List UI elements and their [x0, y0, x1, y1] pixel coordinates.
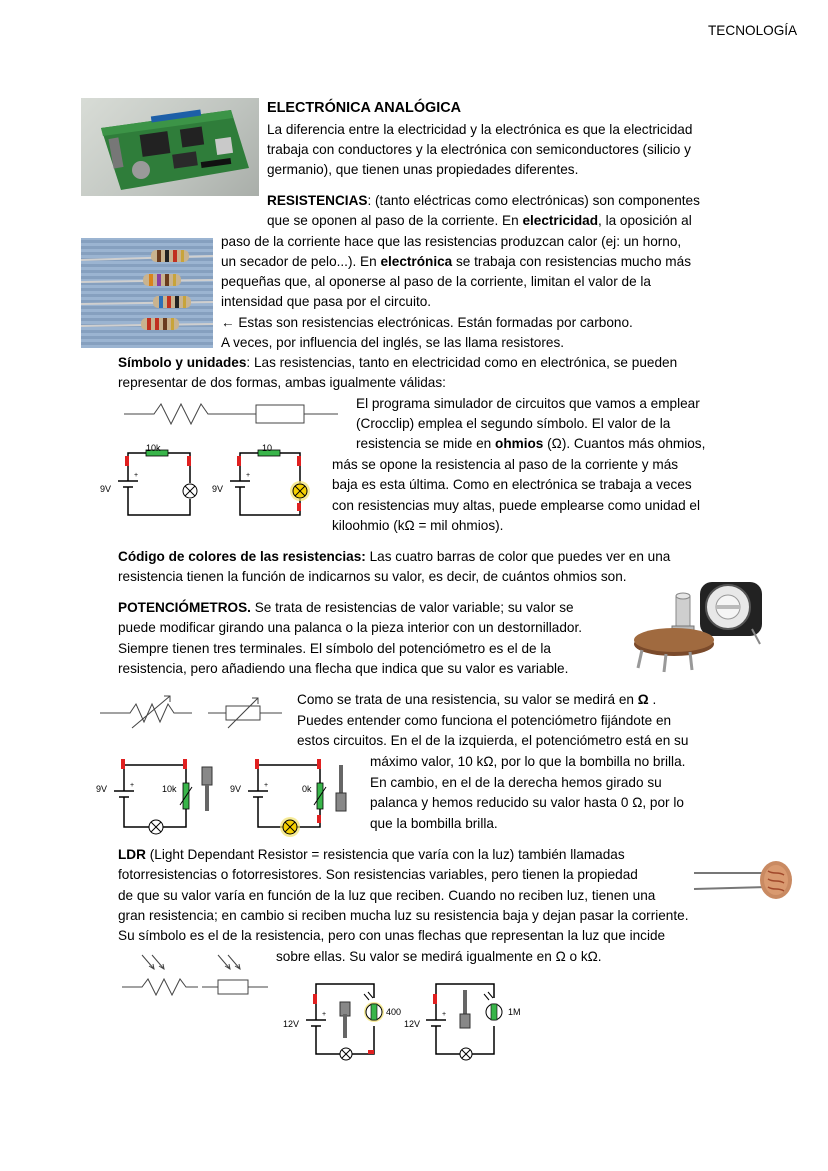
ldr-line-1: LDR (Light Dependant Resistor = resistencia que varía con la luz) también llamadas — [118, 847, 625, 862]
section-title: ELECTRÓNICA ANALÓGICA — [267, 100, 461, 116]
ldr-circuit-1 — [284, 980, 404, 1066]
pot-circuit-2-voltage: 9V — [230, 784, 242, 794]
simbolo-line-2: representar de dos formas, ambas igualmente válidas: — [118, 375, 446, 390]
ldr-circuit-2-value: 1M — [508, 1007, 521, 1017]
pot-circuit-1-voltage: 9V — [96, 784, 108, 794]
pot-line-11: que la bombilla brilla. — [370, 816, 498, 831]
ldr-line-5: Su símbolo es el de la resistencia, pero con unas flechas que representan la luz que incide — [118, 928, 666, 943]
ldr-circuit-2 — [404, 980, 524, 1066]
ldr-line-2: fotorresistencias o fotorresistores. Son resistencias variables, pero tienen la propiedad — [118, 867, 638, 882]
simbolo-line-5: resistencia se mide en ohmios (Ω). Cuantos más ohmios, — [356, 436, 706, 451]
intro-line-2: trabaja con conductores y la electrónica con semiconductores (silicio y — [267, 142, 691, 157]
ldr-circuit-2-voltage: 12V — [404, 1019, 421, 1029]
resistencias-line-1: RESISTENCIAS: (tanto eléctricas como electrónicas) son componentes — [267, 193, 700, 208]
svg-text:+: + — [442, 1011, 447, 1018]
pot-line-5: Como se trata de una resistencia, su valor se medirá en Ω . — [297, 692, 657, 707]
circuit-1-resistor-value: 10k — [146, 443, 161, 453]
resistencias-line-4: un secador de pelo...). En electrónica se trabaja con resistencias mucho más — [221, 254, 691, 269]
ldr-line-3: de que su valor varía en función de la luz que reciben. Cuando no reciben luz, tienen una — [118, 888, 656, 903]
resistor-symbols — [124, 400, 344, 430]
circuit-board-photo — [81, 98, 259, 196]
ldr-line-4: gran resistencia; en cambio si reciben mucha luz su resistencia baja y dejan pasar la corriente. — [118, 908, 689, 923]
pot-line-8: máximo valor, 10 kΩ, por lo que la bombilla no brilla. — [370, 754, 686, 769]
resistors-photo — [81, 238, 213, 348]
pot-line-1: POTENCIÓMETROS. Se trata de resistencias de valor variable; su valor se — [118, 600, 574, 615]
svg-text:+: + — [264, 782, 269, 789]
pot-line-10: palanca y hemos reducido su valor hasta 0 Ω, por lo — [370, 795, 684, 810]
resistor-circuit-1 — [98, 443, 208, 521]
potentiometer-symbols — [100, 692, 290, 732]
ldr-photo — [694, 853, 804, 903]
simbolo-line-8: con resistencias muy altas, puede emplearse como unidad el — [332, 498, 700, 513]
pot-line-4: resistencia, pero añadiendo una flecha que indica que su valor es variable. — [118, 661, 569, 676]
simbolo-line-4: (Crocclip) emplea el segundo símbolo. El valor de la — [356, 416, 671, 431]
simbolo-line-7: baja es esta última. Como en electrónica se trabaja a veces — [332, 477, 692, 492]
pot-line-2: puede modificar girando una palanca o la pieza interior con un destornillador. — [118, 620, 582, 635]
ldr-circuit-1-value: 400 — [386, 1007, 402, 1017]
svg-text:+: + — [246, 472, 251, 479]
svg-text:+: + — [134, 472, 139, 479]
circuit-2-resistor-value: 10 — [262, 443, 273, 453]
colores-line-2: resistencia tienen la función de indicarnos su valor, es decir, de cuántos ohmios son. — [118, 569, 627, 584]
pot-circuit-1-value: 10k — [162, 784, 177, 794]
potentiometer-circuit-1 — [94, 757, 224, 837]
resistencias-line-3: paso de la corriente hace que las resistencias produzcan calor (ej: un horno, — [221, 234, 682, 249]
simbolo-line-9: kiloohmio (kΩ = mil ohmios). — [332, 518, 504, 533]
potentiometer-photo — [622, 574, 772, 674]
ldr-circuit-1-voltage: 12V — [283, 1019, 300, 1029]
simbolo-line-6: más se opone la resistencia al paso de la corriente y más — [332, 457, 679, 472]
resistencias-line-7: ← Estas son resistencias electrónicas. Están formadas por carbono. — [221, 315, 633, 330]
resistencias-line-6: intensidad que pasa por el circuito. — [221, 294, 432, 309]
svg-text:+: + — [130, 782, 135, 789]
resistencias-line-2: que se oponen al paso de la corriente. En electricidad, la oposición al — [267, 213, 692, 228]
circuit-1-voltage: 9V — [100, 484, 112, 494]
resistencias-line-5: pequeñas que, al oponerse al paso de la corriente, limitan el valor de la — [221, 274, 651, 289]
pot-line-7: estos circuitos. En el de la izquierda, el potenciómetro está en su — [297, 733, 689, 748]
potentiometer-circuit-2 — [228, 757, 358, 837]
svg-text:+: + — [322, 1011, 327, 1018]
resistencias-line-8: A veces, por influencia del inglés, se las llama resistores. — [221, 335, 565, 350]
ldr-line-6: sobre ellas. Su valor se medirá igualmente en Ω o kΩ. — [276, 949, 602, 964]
colores-line-1: Código de colores de las resistencias: Las cuatro barras de color que puedes ver en una — [118, 549, 671, 564]
simbolo-line-1: Símbolo y unidades: Las resistencias, tanto en electricidad como en electrónica, se pueden — [118, 355, 678, 370]
pot-line-3: Siempre tienen tres terminales. El símbolo del potenciómetro es el de la — [118, 641, 551, 656]
pot-circuit-2-value: 0k — [302, 784, 312, 794]
header-subject: TECNOLOGÍA — [708, 23, 798, 38]
intro-line-3: germanio), que tienen unas propiedades diferentes. — [267, 162, 579, 177]
intro-line-1: La diferencia entre la electricidad y la electrónica es que la electricidad — [267, 122, 693, 137]
ldr-symbols — [122, 953, 272, 998]
simbolo-line-3: El programa simulador de circuitos que vamos a emplear — [356, 396, 700, 411]
resistor-circuit-2 — [210, 443, 320, 521]
pot-line-6: Puedes entender como funciona el potenciómetro fijándote en — [297, 713, 672, 728]
pot-line-9: En cambio, en el de la derecha hemos girado su — [370, 775, 662, 790]
circuit-2-voltage: 9V — [212, 484, 224, 494]
